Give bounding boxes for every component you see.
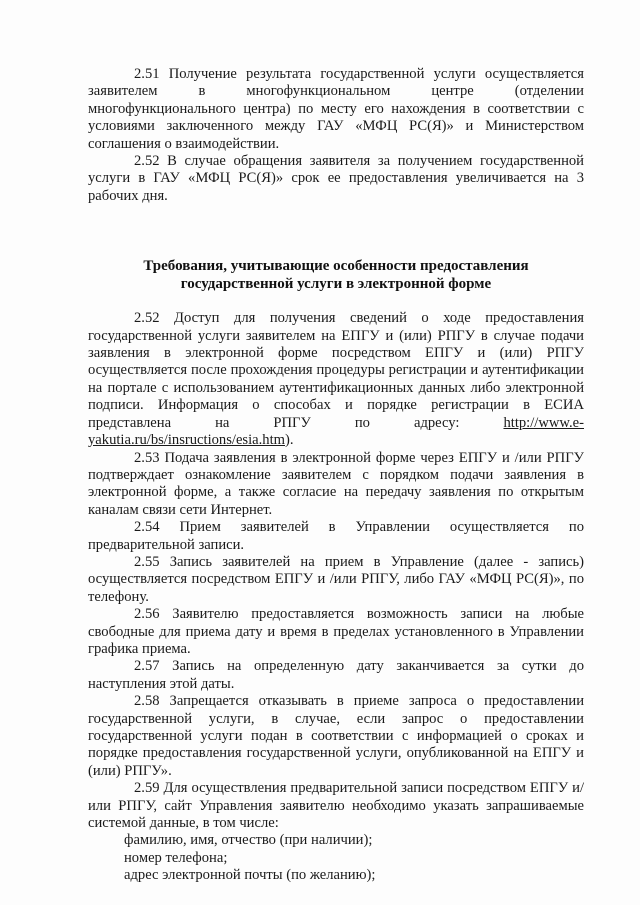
paragraph-2-57: 2.57 Запись на определенную дату заканчивается за сутки до наступления этой даты. — [88, 658, 584, 692]
section-heading-line-1: Требования, учитывающие особенности предоставления — [143, 258, 529, 275]
section-heading-line-2: государственной услуги в электронной форме — [180, 276, 492, 293]
paragraph-2-53: 2.53 Подача заявления в электронной форме через ЕПГУ и /или РПГУ подтверждает ознакомление заявителем с порядком подачи заявления в электронной форме, а также согласие на передачу заявления по открытым каналам связи сети Интернет. — [88, 449, 584, 518]
paragraph-2-52-end: ). — [285, 432, 294, 449]
heading-spacer — [88, 293, 584, 310]
section-spacer — [88, 205, 584, 257]
paragraph-2-59: 2.59 Для осуществления предварительной записи посредством ЕПГУ и/или РПГУ, сайт Управления заявителю необходимо указать запрашиваемые системой данные, в том числе: — [88, 780, 584, 832]
paragraph-2-56: 2.56 Заявителю предоставляется возможность записи на любые свободные для приема дату и время в пределах установленного в Управлении графика приема. — [88, 606, 584, 657]
paragraph-2-52-text: 2.52 Доступ для получения сведений о ходе предоставления государственной услуги заявителем на ЕПГУ и (или) РПГУ в случае подачи заявления в электронной форме посредством ЕПГУ и (или) РПГУ осуществляется после прохождения процедуры регистрации и аутентификации на портале с использованием аутентификационных данных либо электронной подписи. Информация о способах и порядке регистрации в ЕСИА представлена на РПГУ по адресу: — [88, 310, 584, 431]
list-item-email: адрес электронной почты (по желанию); — [124, 867, 376, 884]
document-body — [88, 66, 584, 885]
esia-instructions-link[interactable]: http://www.e-yakutia.ru/bs/insructions/esia.htm — [88, 414, 584, 449]
paragraph-2-51: 2.51 Получение результата государственной услуги осуществляется заявителем в многофункциональном центре (отделении многофункционального центра) по месту его нахождения в соответствии с условиями заключенного между ГАУ «МФЦ РС(Я)» и Министерством соглашения о взаимодействии. — [88, 66, 584, 152]
paragraph-2-55: 2.55 Запись заявителей на прием в Управление (далее - запись) осуществляется посредством ЕПГУ и /или РПГУ, либо ГАУ «МФЦ РС(Я)», по телефону. — [88, 553, 584, 605]
paragraph-2-52-mfc: 2.52 В случае обращения заявителя за получением государственной услуги в ГАУ «МФЦ РС(Я)» срок ее предоставления увеличивается на 3 рабочих дня. — [88, 153, 584, 204]
list-item-phone: номер телефона; — [124, 849, 228, 866]
paragraph-2-58: 2.58 Запрещается отказывать в приеме запроса о предоставлении государственной услуги, в случае, если запрос о предоставлении государственной услуги подан в соответствии с информацией о сроках и порядке предоставления государственной услуги, опубликованной на ЕПГУ и (или) РПГУ». — [88, 693, 584, 779]
list-item-full-name: фамилию, имя, отчество (при наличии); — [124, 832, 373, 849]
paragraph-2-54: 2.54 Прием заявителей в Управлении осуществляется по предварительной записи. — [88, 519, 584, 553]
paragraph-2-52-access — [88, 310, 584, 449]
